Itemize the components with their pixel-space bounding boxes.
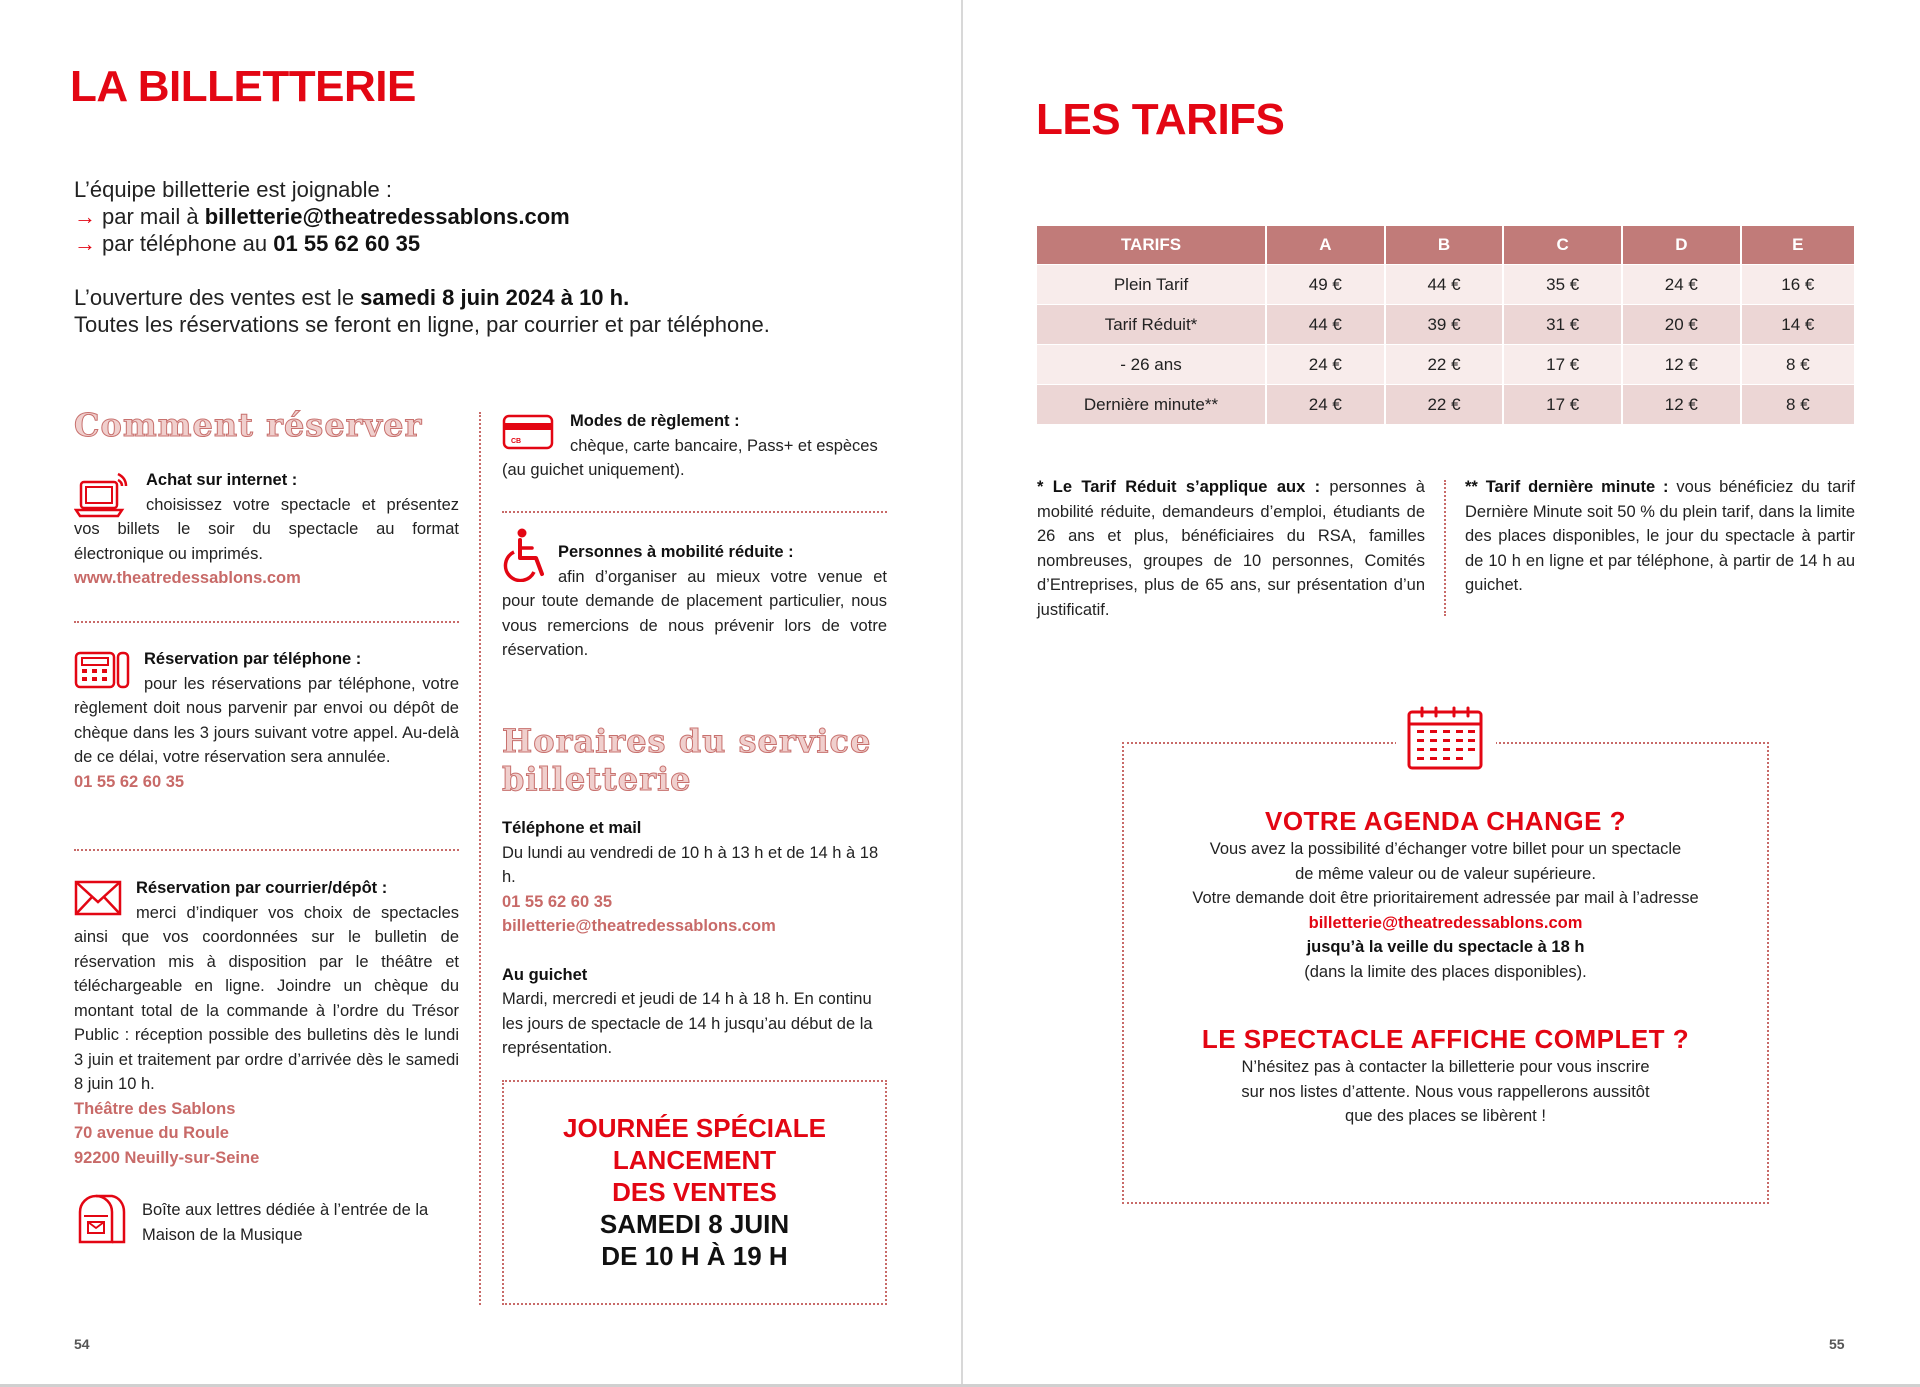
calendar-icon	[1406, 706, 1484, 772]
arrow-icon: →	[74, 204, 96, 229]
divider	[74, 621, 459, 623]
intro-opening: L’ouverture des ventes est le samedi 8 juin 2024 à 10 h.	[74, 285, 630, 310]
internet-link[interactable]: www.theatredessablons.com	[74, 569, 301, 587]
comment-reserver-heading: Comment réserver	[74, 406, 423, 444]
table-cell: 14 €	[1742, 304, 1854, 344]
horaires-tel-title: Téléphone et mail	[502, 819, 642, 837]
intro-phone-line: → par téléphone au 01 55 62 60 35	[74, 231, 421, 256]
notes-separator	[1444, 480, 1446, 616]
table-row	[1037, 264, 1854, 304]
page-number-right: 55	[1829, 1336, 1845, 1352]
agenda-heading: VOTRE AGENDA CHANGE ?	[1264, 806, 1627, 836]
table-header: D	[1623, 226, 1742, 264]
table-cell: 17 €	[1504, 344, 1623, 384]
horaires-guichet-text: Mardi, mercredi et jeudi de 14 h à 18 h. En continu les jours de spectacle de 14 h jusqu’au début de la représentation.	[502, 990, 873, 1057]
agenda-line1: Vous avez la possibilité d’échanger votre billet pour un spectacle	[1209, 840, 1682, 858]
intro-opening-line2: Toutes les réservations se feront en ligne, par courrier et par téléphone.	[74, 312, 770, 337]
special-line5: DE 10 H À 19 H	[601, 1241, 788, 1271]
horaires-heading: Horaires du service billetterie	[502, 722, 872, 798]
mobilite-title: Personnes à mobilité réduite :	[558, 543, 794, 561]
table-cell: 22 €	[1386, 384, 1505, 424]
horaires-phone[interactable]: 01 55 62 60 35	[502, 892, 613, 911]
table-cell: 22 €	[1386, 344, 1505, 384]
intro-block	[74, 176, 894, 338]
table-cell: 31 €	[1504, 304, 1623, 344]
intro-phone[interactable]: 01 55 62 60 35	[273, 231, 421, 256]
note-tarif-reduit: * Le Tarif Réduit s’applique aux : personnes à mobilité réduite, demandeurs d’emploi, étudiants de 26 ans et plus, bénéficiaires du RSA, familles nombreuses, groupes de 10 personnes, Comités d’Entreprises, plus de 65 ans, sur présentation d’un justificatif.	[1037, 478, 1425, 619]
complet-line1: N’hésitez pas à contacter la billetterie pour vous inscrire	[1241, 1058, 1650, 1076]
agenda-line5: (dans la limite des places disponibles).	[1304, 962, 1587, 981]
table-cell: 17 €	[1504, 384, 1623, 424]
table-header-row	[1037, 226, 1854, 264]
table-cell: 49 €	[1267, 264, 1386, 304]
table-header: A	[1267, 226, 1386, 264]
table-header: E	[1742, 226, 1854, 264]
special-line1: JOURNÉE SPÉCIALE	[563, 1113, 826, 1143]
courrier-title: Réservation par courrier/dépôt :	[136, 879, 388, 897]
column-separator	[479, 412, 481, 1305]
internet-item	[74, 468, 459, 591]
telephone-link[interactable]: 01 55 62 60 35	[74, 772, 185, 791]
agenda-line2: de même valeur ou de valeur supérieure.	[1295, 864, 1596, 883]
page-spine	[961, 0, 963, 1387]
tarifs-table	[1037, 226, 1854, 424]
table-cell: 24 €	[1267, 384, 1386, 424]
telephone-text: pour les réservations par téléphone, votre règlement doit nous parvenir par envoi ou dépôt de chèque dans les 3 jours suivant votre appel. Au-delà de ce délai, votre réservation sera annulée.	[74, 674, 459, 766]
table-cell: 20 €	[1623, 304, 1742, 344]
divider	[74, 849, 459, 851]
horaires-tel-text: Du lundi au vendredi de 10 h à 13 h et de 14 h à 18 h.	[502, 843, 879, 886]
table-cell: Tarif Réduit*	[1037, 304, 1267, 344]
reglement-text: chèque, carte bancaire, Pass+ et espèces (au guichet uniquement).	[502, 436, 878, 479]
mailbox-icon	[76, 1192, 128, 1246]
address-line1: Théâtre des Sablons	[74, 1099, 236, 1118]
table-cell: 16 €	[1742, 264, 1854, 304]
intro-line1: L’équipe billetterie est joignable :	[74, 177, 393, 202]
page-title-tarifs: LES TARIFS	[1036, 95, 1285, 144]
boite-text: Boîte aux lettres dédiée à l’entrée de la Maison de la Musique	[142, 1201, 429, 1244]
reglement-item	[502, 409, 887, 483]
agenda-mail[interactable]: billetterie@theatredessablons.com	[1308, 913, 1583, 932]
agenda-content	[1122, 806, 1769, 1129]
table-header: B	[1386, 226, 1505, 264]
table-cell: Plein Tarif	[1037, 264, 1267, 304]
special-day-box	[502, 1080, 887, 1305]
table-cell: 44 €	[1386, 264, 1505, 304]
mobilite-item	[502, 540, 887, 663]
courrier-text: merci d’indiquer vos choix de spectacles ainsi que vos coordonnées sur le bulletin de réservation mis à disposition par le théâtre et téléchargeable en ligne. Joindre un chèque du montant total de la commande à l’ordre du Trésor Public : réception possible des bulletins dès le lundi 3 juin et traitement par ordre d’arrivée dès le samedi 8 juin 10 h.	[74, 903, 459, 1093]
mobilite-text: afin d’organiser au mieux votre venue et pour toute demande de placement particulier, nous vous remercions de nous prévenir lors de votre réservation.	[502, 567, 887, 659]
address-line3: 92200 Neuilly-sur-Seine	[74, 1148, 260, 1167]
table-row	[1037, 384, 1854, 424]
agenda-line4: jusqu’à la veille du spectacle à 18 h	[1306, 938, 1585, 956]
address-line2: 70 avenue du Roule	[74, 1124, 229, 1142]
table-header: C	[1504, 226, 1623, 264]
table-cell: 24 €	[1267, 344, 1386, 384]
special-line3: DES VENTES	[612, 1177, 777, 1207]
table-cell: 44 €	[1267, 304, 1386, 344]
page-number-left: 54	[74, 1336, 90, 1352]
intro-mail-line: → par mail à billetterie@theatredessablons.com	[74, 204, 570, 229]
table-cell: 35 €	[1504, 264, 1623, 304]
table-header: TARIFS	[1037, 226, 1267, 264]
table-cell: 8 €	[1742, 344, 1854, 384]
table-row	[1037, 344, 1854, 384]
agenda-line3: Votre demande doit être prioritairement adressée par mail à l’adresse	[1192, 889, 1699, 907]
complet-line3: que des places se libèrent !	[1345, 1107, 1546, 1125]
telephone-item	[74, 647, 459, 794]
horaires-block	[502, 816, 890, 1061]
table-cell: 24 €	[1623, 264, 1742, 304]
table-cell: Dernière minute**	[1037, 384, 1267, 424]
table-cell: 12 €	[1623, 344, 1742, 384]
page-title-billetterie: LA BILLETTERIE	[70, 62, 416, 111]
table-cell: 39 €	[1386, 304, 1505, 344]
reglement-title: Modes de règlement :	[570, 412, 740, 430]
note-derniere-minute: ** Tarif dernière minute : vous bénéficiez du tarif Dernière Minute soit 50 % du plein tarif, dans la limite des places disponibles, le jour du spectacle à partir de 10 h en ligne et par téléphone, à partir de 14 h au guichet.	[1465, 478, 1855, 594]
arrow-icon: →	[74, 231, 96, 256]
complet-line2: sur nos listes d’attente. Nous vous rappellerons aussitôt	[1241, 1082, 1650, 1101]
complet-heading: LE SPECTACLE AFFICHE COMPLET ?	[1201, 1024, 1690, 1054]
horaires-mail[interactable]: billetterie@theatredessablons.com	[502, 917, 776, 935]
table-cell: 12 €	[1623, 384, 1742, 424]
internet-title: Achat sur internet :	[146, 471, 298, 489]
table-cell: - 26 ans	[1037, 344, 1267, 384]
special-line2: LANCEMENT	[612, 1145, 777, 1175]
horaires-guichet-title: Au guichet	[502, 965, 588, 984]
special-line4: SAMEDI 8 JUIN	[599, 1209, 790, 1239]
internet-text: choisissez votre spectacle et présentez vos billets le soir du spectacle au format électronique ou imprimés.	[74, 495, 459, 563]
card-label: CB	[511, 438, 522, 445]
telephone-title: Réservation par téléphone :	[144, 650, 362, 668]
intro-mail[interactable]: billetterie@theatredessablons.com	[204, 204, 570, 229]
table-cell: 8 €	[1742, 384, 1854, 424]
courrier-item	[74, 876, 459, 1170]
table-row	[1037, 304, 1854, 344]
divider	[502, 511, 887, 513]
